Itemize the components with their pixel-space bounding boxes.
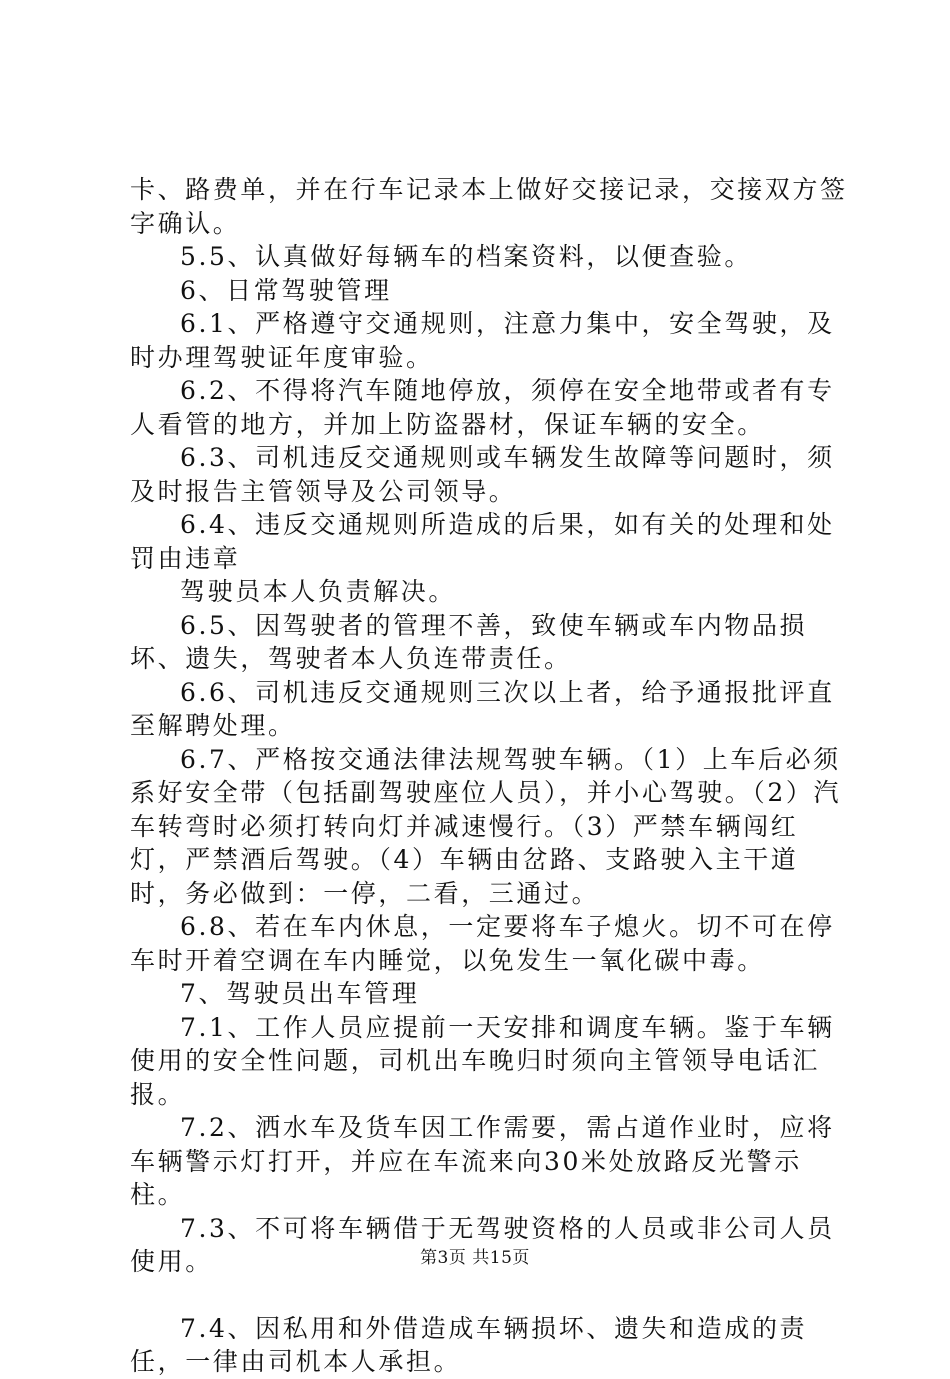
- paragraph: 6.8、若在车内休息，一定要将车子熄火。切不可在停车时开着空调在车内睡觉，以免发生一氧化碳中毒。: [130, 912, 835, 975]
- paragraph: 7.3、不可将车辆借于无驾驶资格的人员或非公司人员使用。: [130, 1213, 835, 1276]
- paragraph: 驾驶员本人负责解决。: [180, 577, 457, 606]
- paragraph: 6.5、因驾驶者的管理不善，致使车辆或车内物品损坏、遗失，驾驶者本人负连带责任。: [130, 610, 808, 673]
- paragraph: 6.2、不得将汽车随地停放，须停在安全地带或者有专人看管的地方，并加上防盗器材，保证车辆的安全。: [130, 376, 835, 439]
- blank-line: [130, 1279, 850, 1312]
- section-heading: 6、日常驾驶管理: [180, 275, 392, 305]
- paragraph: 6.3、司机违反交通规则或车辆发生故障等问题时，须及时报告主管领导及公司领导。: [130, 443, 835, 506]
- paragraph: 7.1、工作人员应提前一天安排和调度车辆。鉴于车辆使用的安全性问题，司机出车晚归时须向主管领导电话汇报。: [130, 1012, 835, 1109]
- paragraph: 卡、路费单，并在行车记录本上做好交接记录，交接双方签字确认。: [130, 175, 848, 238]
- paragraph: 6.7、严格按交通法律法规驾驶车辆。（1）上车后必须系好安全带（包括副驾驶座位人员），并小心驾驶。（2）汽车转弯时必须打转向灯并减速慢行。（3）严禁车辆闯红灯，严禁酒后驾驶。（4）车辆由岔路、支路驶入主干道时，务必做到：一停，二看，三通过。: [130, 744, 842, 908]
- page-number-footer: 第3页 共15页: [420, 1248, 530, 1268]
- paragraph: 6.1、严格遵守交通规则，注意力集中，安全驾驶，及时办理驾驶证年度审验。: [130, 309, 835, 372]
- section-heading: 7、驾驶员出车管理: [180, 979, 420, 1008]
- paragraph: 6.6、司机违反交通规则三次以上者，给予通报批评直至解聘处理。: [130, 677, 835, 740]
- paragraph: 5.5、认真做好每辆车的档案资料，以便查验。: [180, 242, 752, 271]
- paragraph: 7.2、洒水车及货车因工作需要，需占道作业时，应将车辆警示灯打开，并应在车流来向30米处放路反光警示柱。: [130, 1113, 835, 1209]
- paragraph: 6.4、违反交通规则所造成的后果，如有关的处理和处罚由违章: [130, 510, 835, 573]
- paragraph: 7.4、因私用和外借造成车辆损坏、遗失和造成的责任，一律由司机本人承担。: [130, 1313, 808, 1376]
- document-body: [130, 173, 850, 1379]
